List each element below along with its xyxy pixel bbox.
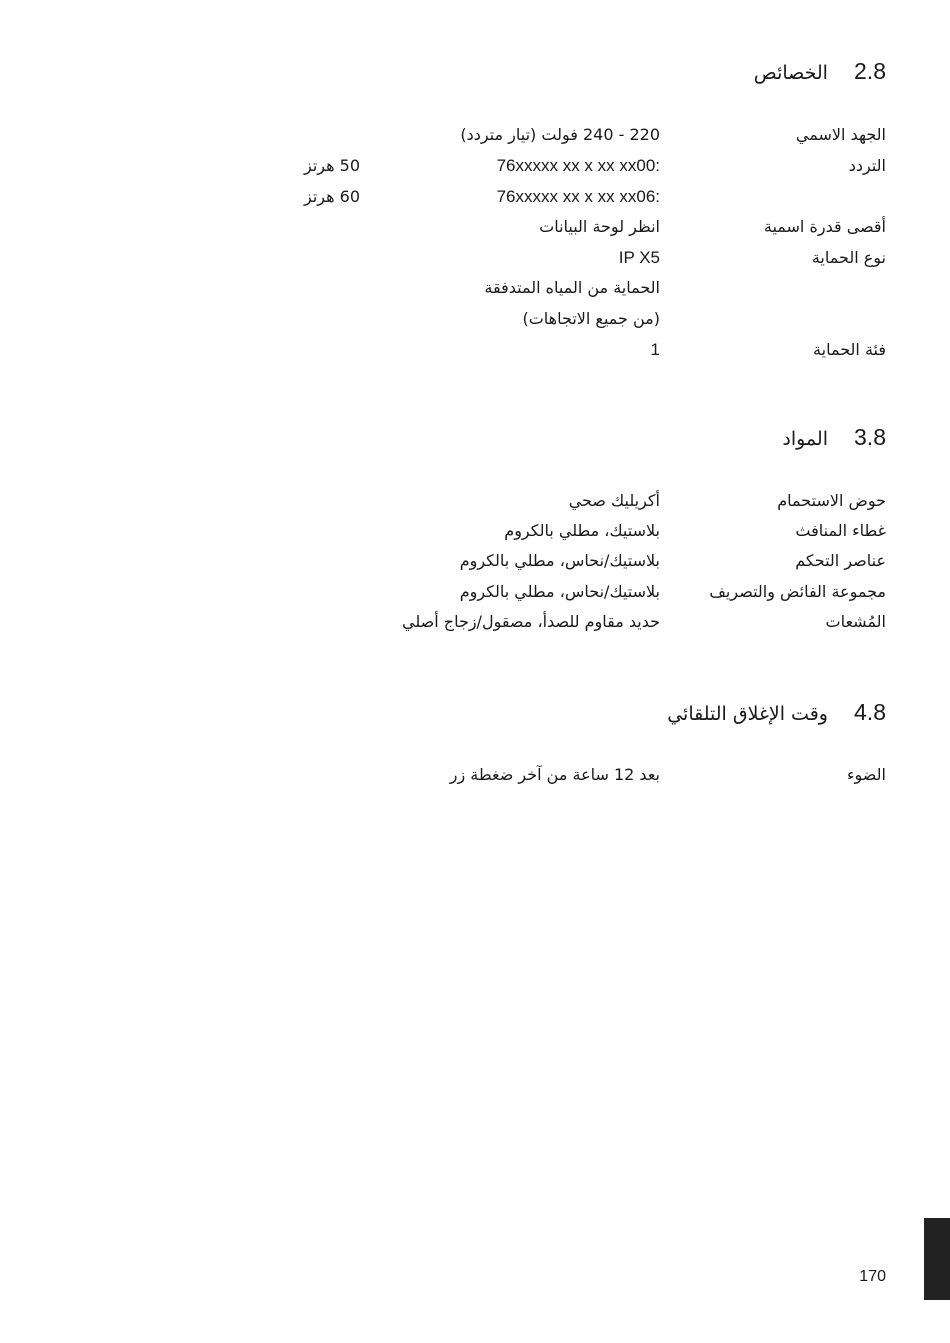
spec-value: 1 bbox=[650, 340, 660, 359]
spec-label: التردد bbox=[848, 156, 886, 175]
spec-value: IP X5 bbox=[618, 248, 660, 267]
shutdown-label: الضوء bbox=[847, 765, 886, 784]
section-number: 4.8 bbox=[854, 699, 886, 725]
spec-row-protection-description bbox=[0, 275, 950, 301]
material-label: عناصر التحكم bbox=[795, 551, 886, 570]
section-title-materials bbox=[782, 424, 886, 454]
spec-label: أقصى قدرة اسمية bbox=[763, 217, 886, 236]
spec-row-voltage bbox=[0, 122, 950, 148]
spec-label: فئة الحماية bbox=[813, 340, 886, 359]
page-number: 170 bbox=[859, 1268, 886, 1285]
material-row-jet-cover bbox=[0, 518, 950, 544]
material-value: حديد مقاوم للصدأ، مصقول/زجاج أصلي bbox=[401, 612, 660, 631]
spec-value-model-code: 76xxxxx xx x xx xx00: bbox=[496, 156, 660, 175]
spec-row-power bbox=[0, 214, 950, 240]
material-value: بلاستيك/نحاس، مطلي بالكروم bbox=[459, 551, 660, 570]
material-label: غطاء المنافث bbox=[795, 521, 886, 540]
spec-extra-frequency: 50 هرتز bbox=[304, 156, 360, 175]
section-title-auto-shutdown bbox=[667, 699, 886, 729]
material-label: المُشعات bbox=[825, 612, 886, 631]
spec-extra-frequency: 60 هرتز bbox=[304, 187, 360, 206]
section-number: 3.8 bbox=[854, 424, 886, 450]
shutdown-value: بعد 12 ساعة من آخر ضغطة زر bbox=[449, 765, 660, 784]
spec-row-frequency bbox=[0, 153, 950, 179]
material-row-tub bbox=[0, 488, 950, 514]
spec-row-protection-class bbox=[0, 337, 950, 363]
material-value: بلاستيك، مطلي بالكروم bbox=[504, 521, 660, 540]
section-title-specifications bbox=[754, 58, 886, 88]
spec-row-frequency-alt bbox=[0, 184, 950, 210]
spec-label: الجهد الاسمي bbox=[795, 125, 886, 144]
spec-row-protection-description-cont bbox=[0, 306, 950, 332]
material-row-radiators bbox=[0, 609, 950, 635]
spec-value: (من جميع الاتجاهات) bbox=[522, 309, 660, 328]
material-row-overflow-drain bbox=[0, 579, 950, 605]
material-value: بلاستيك/نحاس، مطلي بالكروم bbox=[459, 582, 660, 601]
spec-value-model-code: 76xxxxx xx x xx xx06: bbox=[496, 187, 660, 206]
spec-row-protection-type bbox=[0, 245, 950, 271]
section-heading: الخصائص bbox=[753, 62, 828, 84]
material-value: أكريليك صحي bbox=[568, 491, 660, 510]
section-heading: المواد bbox=[782, 428, 828, 450]
shutdown-row-light bbox=[0, 762, 950, 788]
spec-value: 220 - 240 فولت (تيار متردد) bbox=[460, 125, 660, 144]
material-row-controls bbox=[0, 548, 950, 574]
spec-label: نوع الحماية bbox=[811, 248, 886, 267]
section-heading: وقت الإغلاق التلقائي bbox=[667, 703, 828, 725]
section-number: 2.8 bbox=[854, 58, 886, 84]
material-label: مجموعة الفائض والتصريف bbox=[709, 582, 886, 601]
spec-value: الحماية من المياه المتدفقة bbox=[484, 278, 660, 297]
material-label: حوض الاستحمام bbox=[777, 491, 886, 510]
spec-value: انظر لوحة البيانات bbox=[539, 217, 660, 236]
chapter-tab-marker bbox=[924, 1218, 950, 1300]
